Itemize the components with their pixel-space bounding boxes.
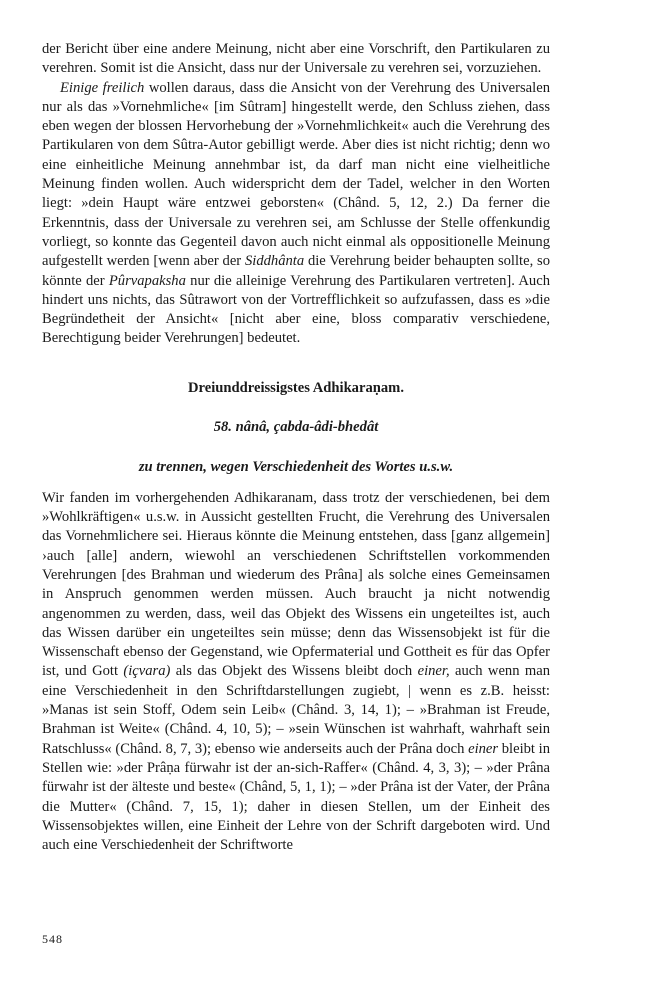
text-run: die Verehrung beider behaupten sollte, so könnte der — [42, 253, 550, 289]
page-body — [42, 40, 550, 855]
text-run: nur die alleinige Verehrung des Partikularen vertreten]. Auch hindert uns nichts, das Sûtrawort von der Vortrefflichkeit so aufzufassen, dass es »die Begründetheit der Ansicht« [nicht aber eine, bloss comparativ verschiedene, Berechtigung beider Verehrungen] bedeutet. — [42, 272, 550, 347]
emphasis-einer: einer, — [417, 663, 450, 680]
term-siddhanta: Siddhânta — [244, 253, 305, 270]
text-run: auch wenn man eine Verschiedenheit in den Schriftdarstellungen zugiebt, | wenn es z.B. heisst: »Manas ist sein Stoff, Odem sein Leib« (Chând. 3, 14, 1); – »Brahman ist Freude, Brahman ist Weite« (Chând. 4, 10, 5); – »sein Wünschen ist wahrhaft, wahrhaft sein Ratschluss« (Chând. 8, 7, 3); ebenso wie anderseits auch der Prâna doch — [42, 663, 551, 757]
text-run: wollen daraus, dass die Ansicht von der Verehrung des Universalen nur als das »Vornehmliche« [im Sûtram] hingestellt werde, den Schluss ziehen, dass eben wegen der blossen Hervorhebung der »Vornehmlichkeit« auch die Verehrung des Partikularen von dem Sûtra-Autor gebilligt werde. Aber dies ist nicht richtig; denn wo eine einheitliche Meinung annehmbar ist, da darf man nicht eine vielheitliche Meinung finden wollen. Auch widerspricht dem der Tadel, welcher in den Worten liegt: »dein Haupt wäre entzwei geborsten« (Chând. 5, 12, 2.) Da ferner die Erkenntnis, dass der Universale zu verehren sei, am Schlusse der Stelle offenkundig vorliegt, so konnte das Gegenteil davon auch nicht einmal als oppositionelle Meinung aufgestellt werden [wenn aber der — [42, 79, 550, 270]
paragraph-einige-freilich — [42, 79, 550, 349]
term-icvara: (içvara) — [123, 663, 171, 680]
emphasis-einige-freilich: Einige freilich — [60, 79, 145, 96]
emphasis-einer: einer — [468, 740, 499, 757]
sutra-heading: 58. nânâ, çabda-âdi-bhedât — [213, 418, 379, 435]
term-purvapaksha: Pûrvapaksha — [108, 272, 186, 289]
sutra-translation: zu trennen, wegen Verschiedenheit des Wortes u.s.w. — [138, 458, 454, 475]
paragraph-commentary — [42, 489, 550, 856]
text-run: als das Objekt des Wissens bleibt doch — [170, 663, 418, 680]
text-run: Wir fanden im vorhergehenden Adhikaranam, dass trotz der verschiedenen, bei dem »Wohlkräftigen« u.s.w. in Aussicht gestellten Frucht, die Verehrung des Universalen das Vornehmlichere sei. Hieraus könnte die Meinung entstehen, dass [ganz allgemein] ›auch [alle] andern, wiewohl an verschiedenen Schriftstellen vorkommenden Verehrungen [des Brahman und wiederum des Prâna] als solche eines Gemeinsamen in Anspruch genommen werden müssen. Auch braucht ja nicht notwendig angenommen zu werden, dass, weil das Objekt des Wissens ein ungeteiltes ist, auch das Wissen darüber ein ungeteiltes sein müsse; denn das Wissensobjekt ist für die Wissenschaft ebenso der Gegenstand, wie Opfermaterial und Gottheit es für das Opfer ist, und Gott — [42, 489, 550, 680]
paragraph-continuation: der Bericht über eine andere Meinung, nicht aber eine Vorschrift, den Partikularen zu verehren. Somit ist die Ansicht, dass nur der Universale zu verehren sei, vorzuziehen. — [42, 41, 550, 77]
text-run: bleibt in Stellen wie: »der Prâṇa fürwahr ist der an-sich-Raffer« (Chând. 4, 3, 3); – »der Prâna fürwahr ist der älteste und beste« (Chând, 5, 1, 1); – »der Prâna ist der Vater, der Prâna die Mutter« (Chând. 7, 15, 1); daher in diesen Stellen, um der Einheit des Wissensobjektes willen, eine Einheit der Lehre von der Schrift dargeboten wird. Und auch eine Verschiedenheit der Schriftworte — [42, 740, 550, 854]
section-title: Dreiunddreissigstes Adhikaraṇam. — [188, 379, 404, 396]
page-number: 548 — [42, 932, 63, 946]
